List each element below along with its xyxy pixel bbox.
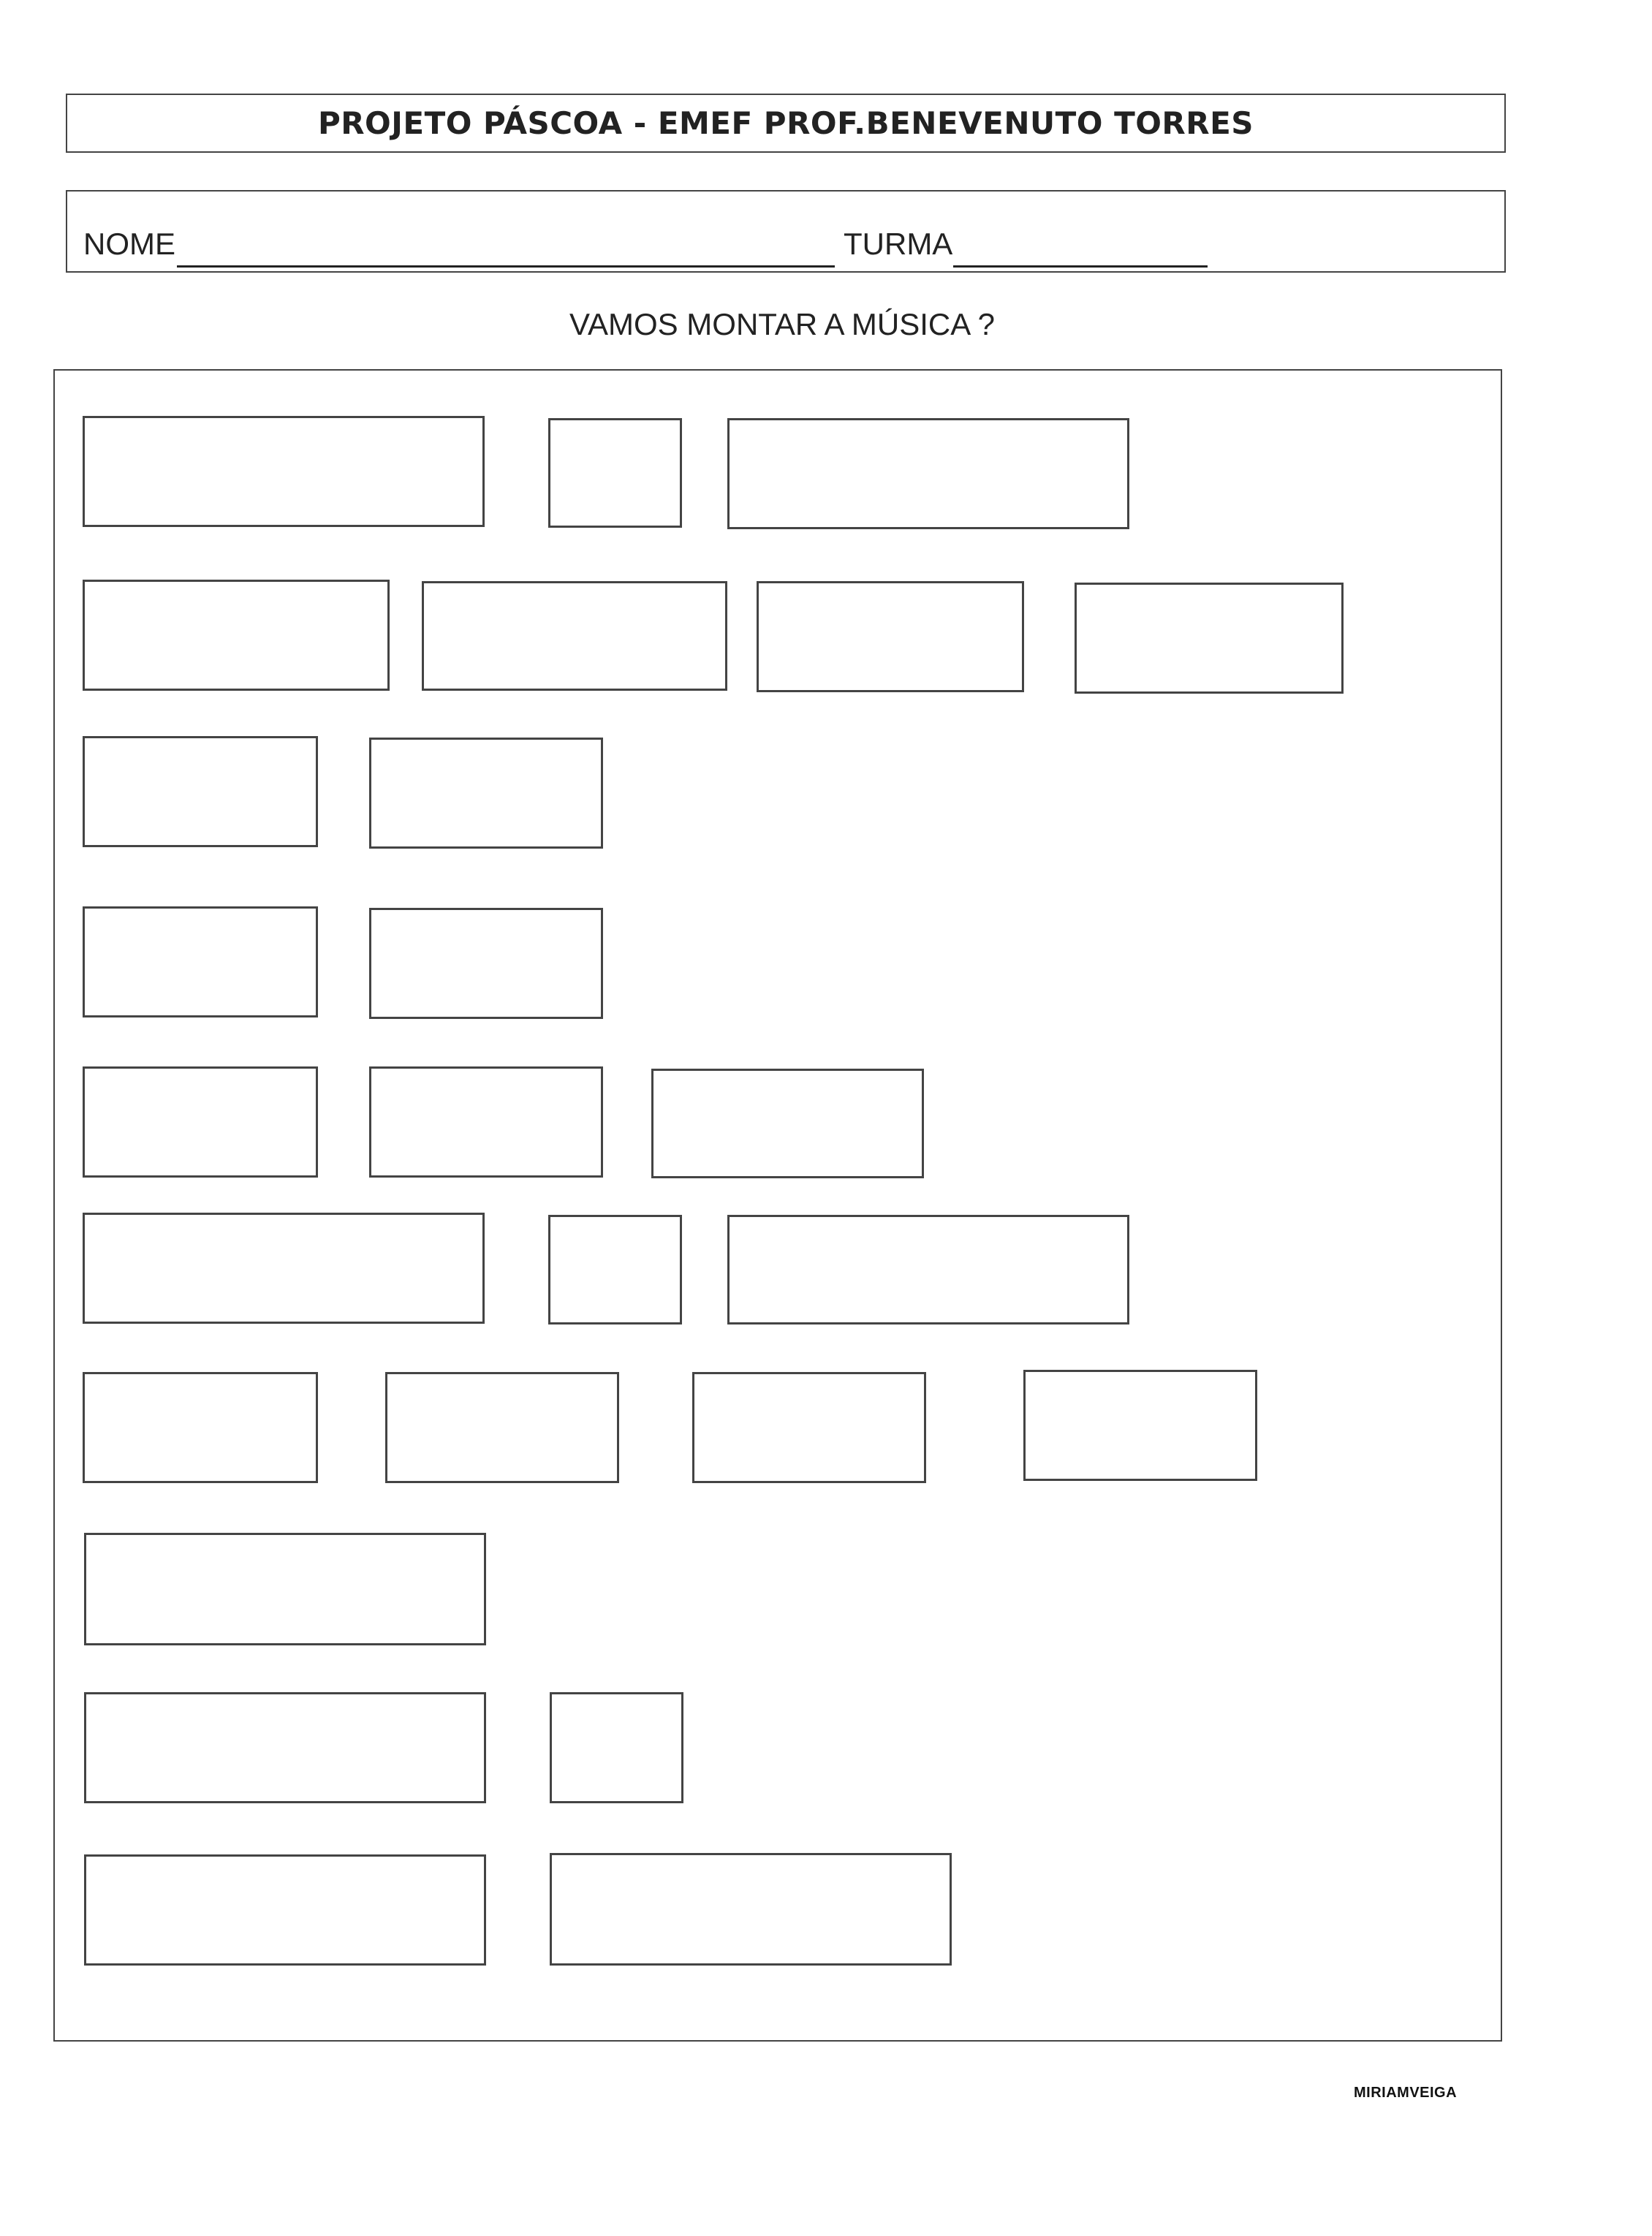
page-title: PROJETO PÁSCOA - EMEF PROF.BENEVENUTO TORRES — [317, 105, 1254, 141]
word-slot[interactable] — [1023, 1370, 1257, 1481]
word-slot[interactable] — [83, 1213, 485, 1324]
worksheet-frame — [53, 369, 1502, 2042]
instructions: VAMOS MONTAR A MÚSICA ? — [569, 307, 995, 341]
word-slot[interactable] — [757, 581, 1024, 692]
word-slot[interactable] — [369, 1066, 603, 1178]
class-field[interactable] — [953, 265, 1208, 268]
word-slot[interactable] — [369, 738, 603, 849]
student-info-box — [66, 190, 1506, 273]
title-box — [66, 94, 1506, 153]
word-slot[interactable] — [83, 416, 485, 527]
word-slot[interactable] — [548, 418, 682, 528]
word-slot[interactable] — [422, 581, 727, 691]
word-slot[interactable] — [727, 1215, 1129, 1324]
word-slot[interactable] — [550, 1692, 683, 1803]
word-slot[interactable] — [83, 1066, 318, 1178]
word-slot[interactable] — [651, 1069, 924, 1178]
word-slot[interactable] — [548, 1215, 682, 1324]
word-slot[interactable] — [84, 1692, 486, 1803]
class-label: TURMA — [844, 227, 953, 261]
author-signature: MIRIAMVEIGA — [1354, 2085, 1458, 2101]
word-slot[interactable] — [369, 908, 603, 1019]
word-slot[interactable] — [83, 736, 318, 847]
name-field[interactable] — [177, 265, 835, 268]
word-slot[interactable] — [84, 1854, 486, 1966]
word-slot[interactable] — [83, 1372, 318, 1483]
word-slot[interactable] — [727, 418, 1129, 529]
name-label: NOME — [83, 227, 175, 261]
word-slot[interactable] — [83, 906, 318, 1017]
word-slot[interactable] — [550, 1853, 952, 1966]
word-slot[interactable] — [385, 1372, 619, 1483]
word-slot[interactable] — [1075, 583, 1344, 694]
word-slot[interactable] — [84, 1533, 486, 1645]
word-slot[interactable] — [692, 1372, 926, 1483]
word-slot[interactable] — [83, 580, 390, 691]
